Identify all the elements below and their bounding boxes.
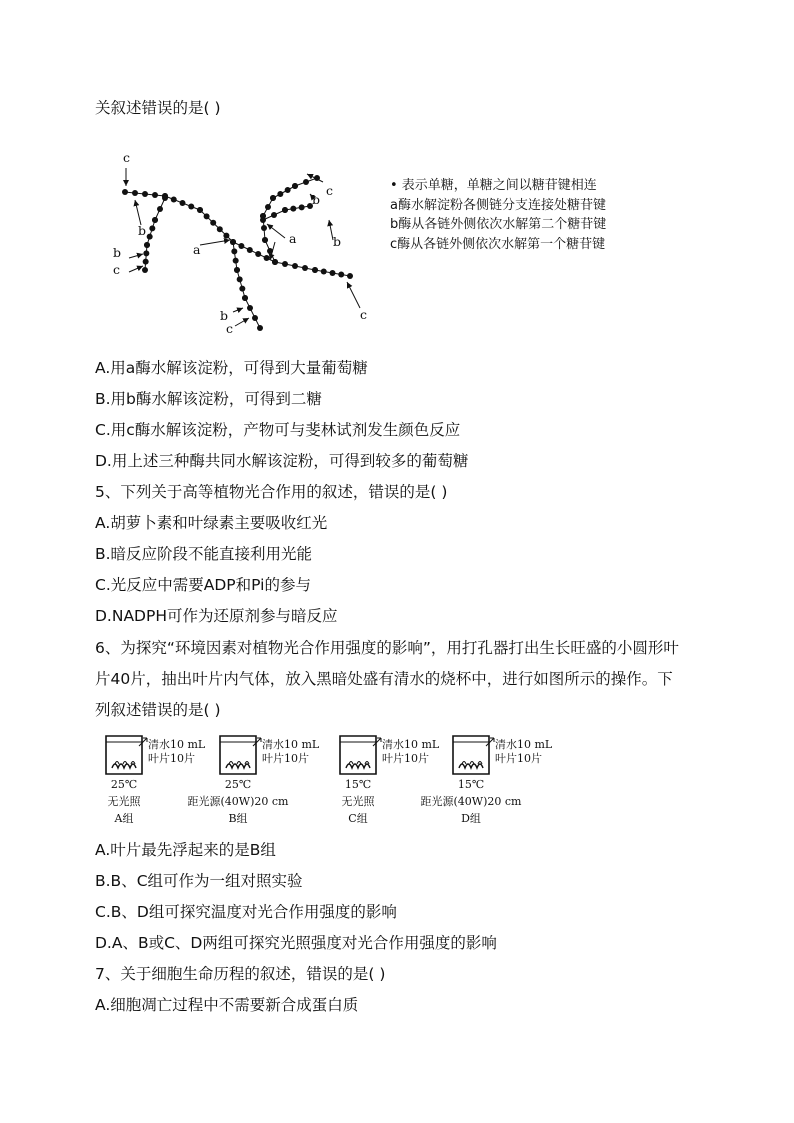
glucose-unit (303, 179, 309, 185)
glucose-unit (260, 217, 266, 223)
label-b: b (113, 245, 122, 260)
label-c: c (226, 321, 234, 336)
label-c: c (113, 262, 121, 277)
beaker-content: 叶片10片 (148, 752, 195, 765)
glucose-unit (149, 225, 155, 231)
beaker-group-c (338, 734, 440, 825)
beaker-light: 无光照 (341, 795, 375, 808)
glucose-unit (312, 267, 318, 273)
legend-line: c酶从各链外侧依次水解第一个糖苷键 (390, 236, 606, 252)
beaker-light: 无光照 (107, 795, 141, 808)
glucose-unit (292, 263, 298, 269)
glucose-unit (237, 276, 243, 282)
label-c: c (123, 150, 131, 165)
starch-branch-diagram (105, 150, 368, 350)
glucose-unit (234, 267, 240, 273)
glucose-unit (242, 295, 248, 301)
q6-option-a: A.叶片最先浮起来的是B组 (95, 841, 276, 859)
q5-stem: 5、下列关于高等植物光合作用的叙述，错误的是( ) (95, 483, 448, 501)
glucose-unit (144, 242, 150, 248)
beaker-temp: 25℃ (110, 778, 138, 791)
diagram-legend (390, 176, 606, 254)
q5-option-c: C.光反应中需要ADP和Pi的参与 (95, 576, 311, 594)
glucose-unit (299, 204, 305, 210)
label-b: b (312, 192, 321, 207)
beaker-content: 叶片10片 (495, 752, 542, 765)
glucose-unit (239, 286, 245, 292)
glucose-unit (142, 267, 148, 273)
beaker-content: 清水10 mL (382, 738, 440, 751)
glucose-unit (290, 206, 296, 212)
beaker-group-label: D组 (461, 812, 481, 825)
label-b: b (333, 234, 342, 249)
q6-stem-line: 列叙述错误的是( ) (95, 701, 221, 719)
glucose-unit (262, 237, 268, 243)
glucose-unit (162, 195, 168, 201)
glucose-unit (264, 255, 270, 261)
beaker-temp: 15℃ (457, 778, 485, 791)
glucose-unit (217, 226, 223, 232)
glucose-unit (147, 234, 153, 240)
glucose-unit (277, 191, 283, 197)
legend-line: a酶水解淀粉各侧链分支连接处糖苷键 (390, 197, 606, 213)
question-stem-tail: 关叙述错误的是( ) (95, 99, 221, 117)
legend-line: • 表示单糖，单糖之间以糖苷键相连 (390, 178, 597, 193)
label-a: a (193, 242, 201, 257)
glucose-unit (238, 243, 244, 249)
beaker-light: 距光源(40W)20 cm (187, 795, 289, 808)
q4-option-b: B.用b酶水解该淀粉，可得到二糖 (95, 390, 322, 408)
glucose-unit (142, 191, 148, 197)
beaker-content: 清水10 mL (262, 738, 320, 751)
glucose-unit (257, 325, 263, 331)
q4-option-d: D.用上述三种酶共同水解该淀粉，可得到较多的葡萄糖 (95, 452, 469, 470)
glucose-unit (282, 207, 288, 213)
glucose-unit (302, 265, 308, 271)
glucose-unit (261, 225, 267, 231)
glucose-unit (272, 259, 278, 265)
glucose-unit (157, 206, 163, 212)
glucose-unit (152, 192, 158, 198)
beaker-group-d (420, 734, 553, 825)
q5-option-b: B.暗反应阶段不能直接利用光能 (95, 545, 313, 563)
glucose-unit (143, 259, 149, 265)
glucose-unit (252, 315, 258, 321)
label-b: b (138, 223, 147, 238)
glucose-unit (122, 189, 128, 195)
beaker-group-label: B组 (228, 812, 248, 825)
glucose-unit (255, 251, 261, 257)
label-a: a (289, 231, 297, 246)
beaker-content: 清水10 mL (495, 738, 553, 751)
glucose-unit (180, 200, 186, 206)
q4-option-a: A.用a酶水解该淀粉，可得到大量葡萄糖 (95, 359, 368, 377)
glucose-unit (247, 247, 253, 253)
q5-option-a: A.胡萝卜素和叶绿素主要吸收红光 (95, 514, 328, 532)
glucose-unit (285, 187, 291, 193)
glucose-unit (233, 258, 239, 264)
beaker-content: 叶片10片 (262, 752, 309, 765)
glucose-unit (188, 204, 194, 210)
q6-stem-line: 片40片，抽出叶片内气体，放入黑暗处盛有清水的烧杯中，进行如图所示的操作。下 (95, 670, 673, 688)
glucose-unit (265, 204, 271, 210)
glucose-unit (230, 239, 236, 245)
glucose-unit (292, 183, 298, 189)
glucose-unit (270, 195, 276, 201)
glucose-unit (271, 212, 277, 218)
glucose-unit (132, 190, 138, 196)
glucose-unit (197, 207, 203, 213)
q6-option-d: D.A、B或C、D两组可探究光照强度对光合作用强度的影响 (95, 934, 497, 952)
q6-option-b: B.B、C组可作为一组对照实验 (95, 872, 303, 890)
beaker-group-label: A组 (114, 812, 134, 825)
glucose-unit (247, 305, 253, 311)
beaker-light: 距光源(40W)20 cm (420, 795, 522, 808)
glucose-unit (231, 248, 237, 254)
glucose-unit (321, 269, 327, 275)
q6-stem-line: 6、为探究“环境因素对植物光合作用强度的影响”，用打孔器打出生长旺盛的小圆形叶 (95, 639, 679, 657)
glucose-unit (152, 217, 158, 223)
label-c: c (326, 183, 334, 198)
glucose-unit (330, 270, 336, 276)
q4-option-c: C.用c酶水解该淀粉，产物可与斐林试剂发生颜色反应 (95, 421, 461, 439)
glucose-unit (143, 250, 149, 256)
beaker-content: 叶片10片 (382, 752, 429, 765)
beaker-temp: 25℃ (224, 778, 252, 791)
glucose-unit (347, 273, 353, 279)
glucose-unit (282, 261, 288, 267)
beaker-content: 清水10 mL (148, 738, 206, 751)
glucose-unit (223, 233, 229, 239)
q7-option-a: A.细胞凋亡过程中不需要新合成蛋白质 (95, 996, 359, 1014)
q7-stem: 7、关于细胞生命历程的叙述，错误的是( ) (95, 965, 386, 983)
beaker-temp: 15℃ (344, 778, 372, 791)
beaker-group-label: C组 (348, 812, 368, 825)
legend-line: b酶从各链外侧依次水解第二个糖苷键 (390, 217, 607, 232)
glucose-unit (210, 220, 216, 226)
label-b: b (220, 308, 229, 323)
beaker-group-a (104, 734, 206, 825)
beaker-group-b (187, 734, 320, 825)
glucose-unit (338, 272, 344, 278)
glucose-unit (204, 213, 210, 219)
q5-option-d: D.NADPH可作为还原剂参与暗反应 (95, 607, 338, 625)
label-c: c (360, 307, 368, 322)
q6-option-c: C.B、D组可探究温度对光合作用强度的影响 (95, 903, 397, 921)
glucose-unit (171, 197, 177, 203)
